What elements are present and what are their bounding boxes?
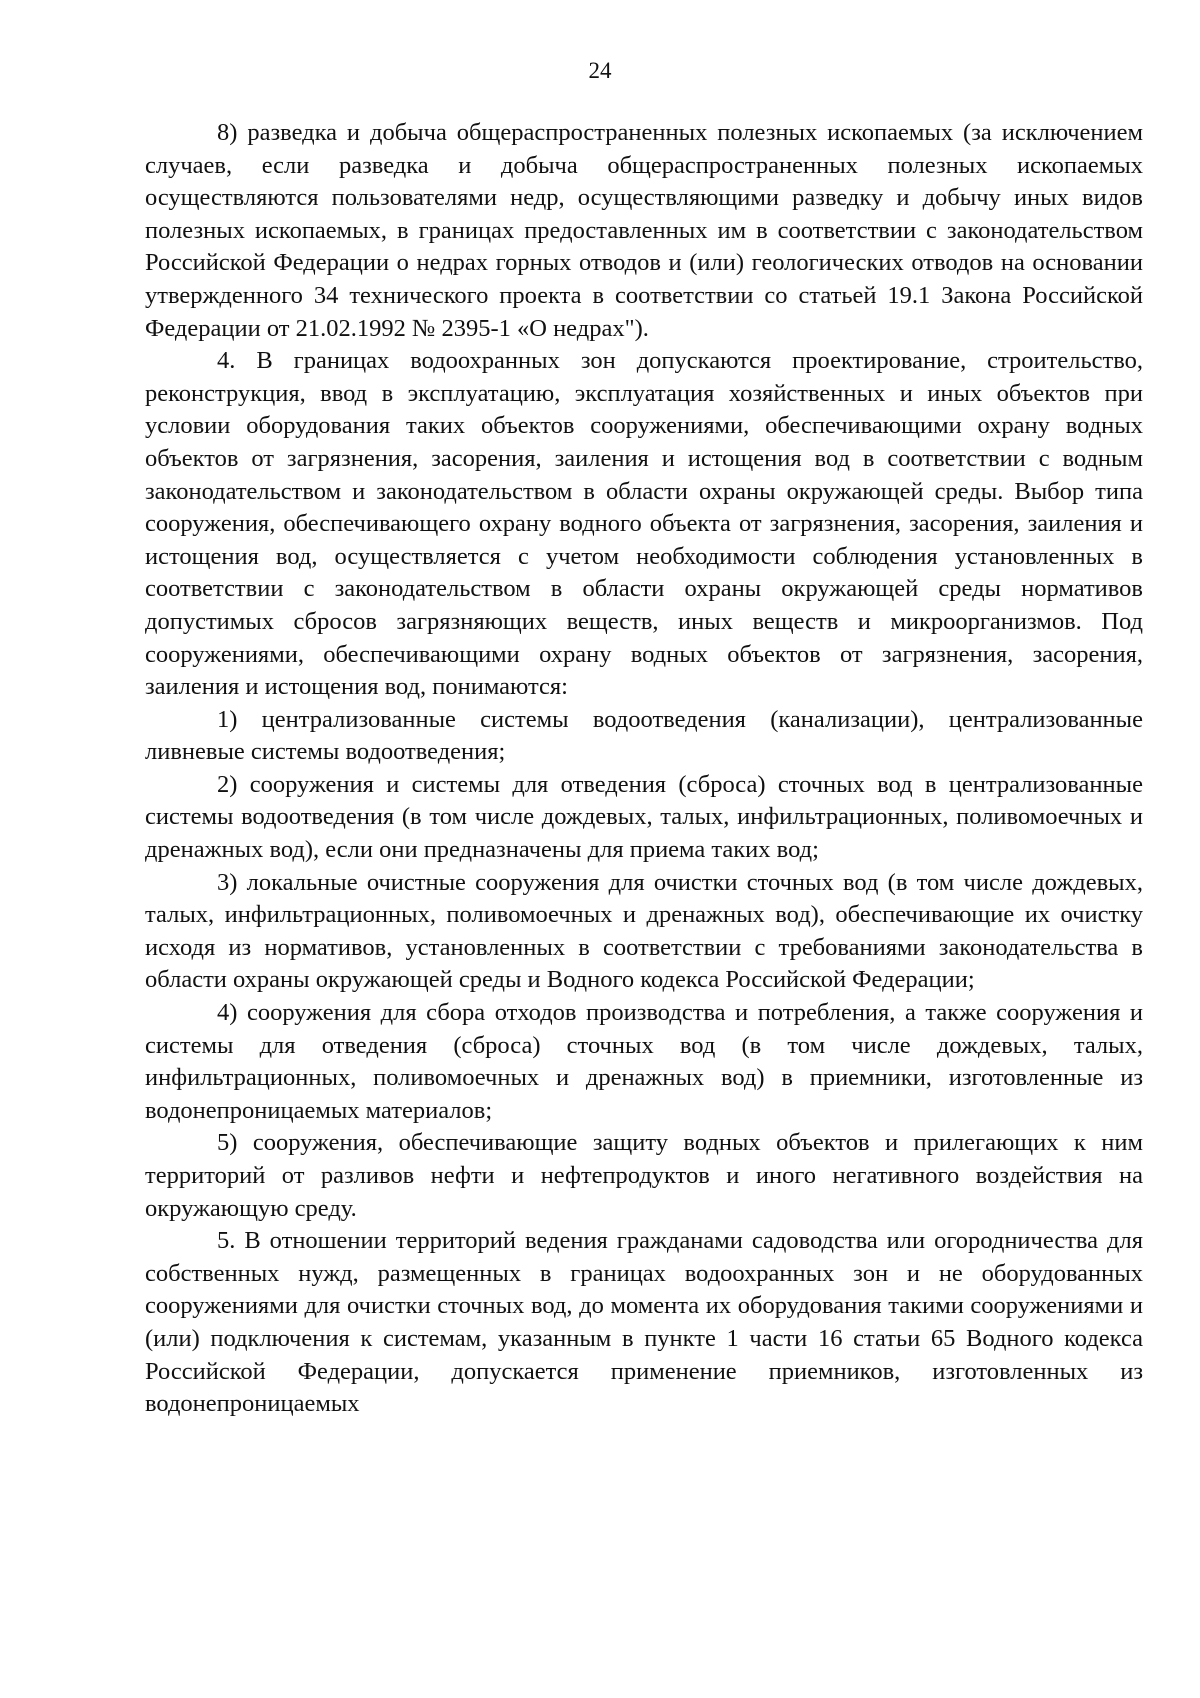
paragraph-section-5: 5. В отношении территорий ведения гражданами садоводства или огородничества для собственных нужд, размещенных в границах водоохранных зон и не оборудованных сооружениями для очистки сточных вод, до момента их оборудования такими сооружениями и (или) подключения к системам, указанным в пункте 1 части 16 статьи 65 Водного кодекса Российской Федерации, допускается применение приемников, изготовленных из водонепроницаемых bbox=[145, 1227, 1143, 1418]
paragraph-section-4-item-4: 4) сооружения для сбора отходов производства и потребления, а также сооружения и системы для отведения (сброса) сточных вод (в том числе дождевых, талых, инфильтрационных, поливомоечных и дренажных вод) в приемники, изготовленные из водонепроницаемых материалов; bbox=[145, 999, 1143, 1124]
document-body bbox=[145, 117, 1143, 1421]
page-number: 24 bbox=[588, 58, 612, 83]
paragraph-section-4-item-2: 2) сооружения и системы для отведения (сброса) сточных вод в централизованные системы водоотведения (в том числе дождевых, талых, инфильтрационных, поливомоечных и дренажных вод), если они предназначены для приема таких вод; bbox=[145, 770, 1143, 864]
paragraph-section-4-item-1: 1) централизованные системы водоотведения (канализации), централизованные ливневые системы водоотведения; bbox=[145, 705, 1143, 766]
paragraph-section-4-item-5: 5) сооружения, обеспечивающие защиту водных объектов и прилегающих к ним территорий от разливов нефти и нефтепродуктов и иного негативного воздействия на окружающую среду. bbox=[145, 1129, 1143, 1222]
paragraph-section-4-item-3: 3) локальные очистные сооружения для очистки сточных вод (в том числе дождевых, талых, инфильтрационных, поливомоечных и дренажных вод), обеспечивающие их очистку исходя из нормативов, установленных в соответствии с требованиями законодательства в области охраны окружающей среды и Водного кодекса Российской Федерации; bbox=[145, 868, 1143, 994]
paragraph-item-8: 8) разведка и добыча общераспространенных полезных ископаемых (за исключением случаев, если разведка и добыча общераспространенных полезных ископаемых осуществляются пользователями недр, осуществляющими разведку и добычу иных видов полезных ископаемых, в границах предоставленных им в соответствии с законодательством Российской Федерации о недрах горных отводов и (или) геологических отводов на основании утвержденного 34 технического проекта в соответствии со статьей 19.1 Закона Российской Федерации от 21.02.1992 № 2395-1 «О недрах"). bbox=[145, 119, 1143, 342]
paragraph-section-4: 4. В границах водоохранных зон допускаются проектирование, строительство, реконструкция, ввод в эксплуатацию, эксплуатация хозяйственных и иных объектов при условии оборудования таких объектов сооружениями, обеспечивающими охрану водных объектов от загрязнения, засорения, заиления и истощения вод в соответствии с водным законодательством и законодательством в области охраны окружающей среды. Выбор типа сооружения, обеспечивающего охрану водного объекта от загрязнения, засорения, заиления и истощения вод, осуществляется с учетом необходимости соблюдения установленных в соответствии с законодательством в области охраны окружающей среды нормативов допустимых сбросов загрязняющих веществ, иных веществ и микроорганизмов. Под сооружениями, обеспечивающими охрану водных объектов от загрязнения, засорения, заиления и истощения вод, понимаются: bbox=[145, 347, 1143, 701]
